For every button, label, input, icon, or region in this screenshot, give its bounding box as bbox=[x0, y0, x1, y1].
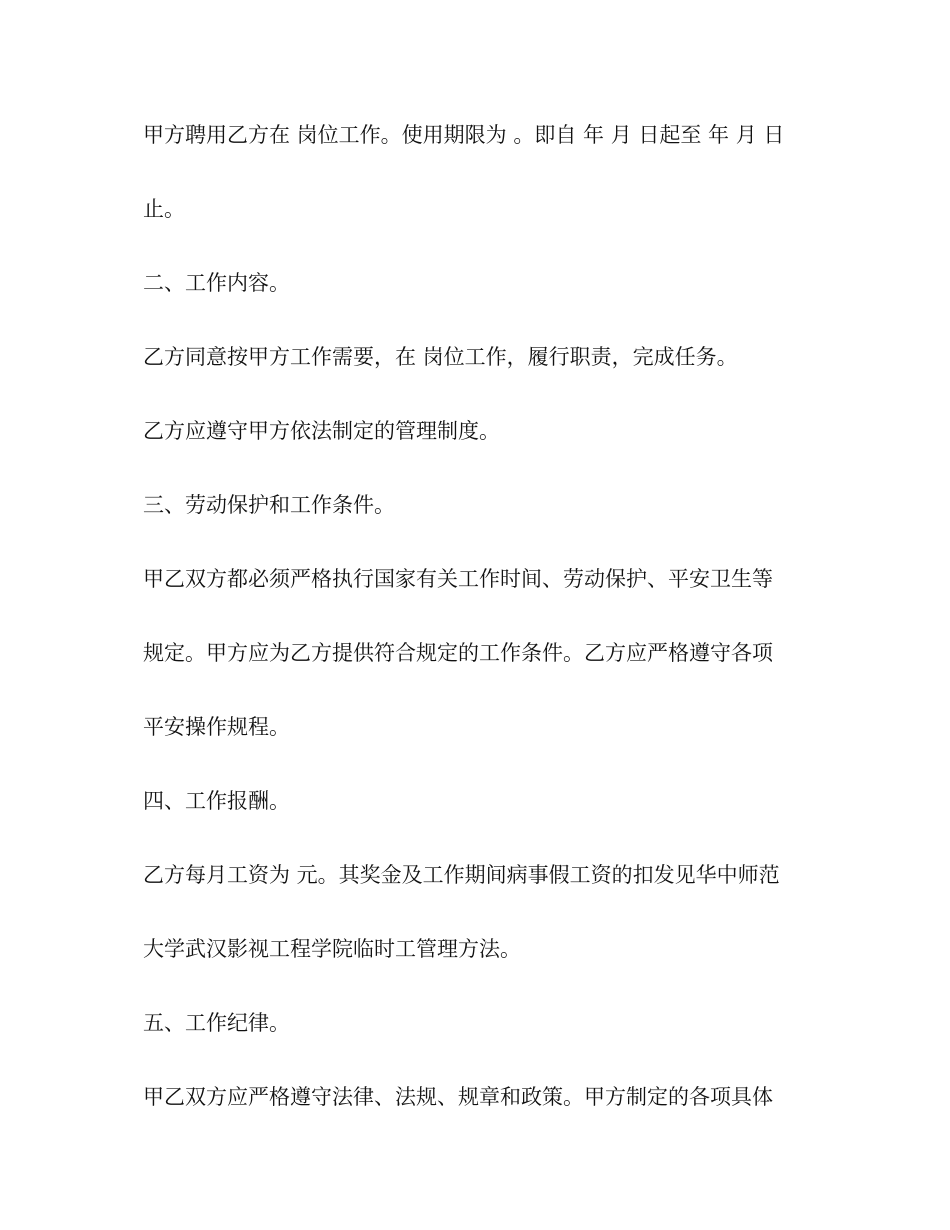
section-heading-work-discipline: 五、工作纪律。 bbox=[143, 1011, 290, 1035]
text-line-work-discipline-1: 甲乙双方应严格遵守法律、法规、规章和政策。甲方制定的各项具体 bbox=[143, 1085, 773, 1109]
section-heading-labor-protection: 三、劳动保护和工作条件。 bbox=[143, 493, 395, 517]
text-line-remuneration-1: 乙方每月工资为 元。其奖金及工作期间病事假工资的扣发见华中师范 bbox=[143, 863, 780, 887]
text-line-employment-term: 甲方聘用乙方在 岗位工作。使用期限为 。即自 年 月 日起至 年 月 日 bbox=[143, 123, 785, 147]
text-line-labor-protection-1: 甲乙双方都必须严格执行国家有关工作时间、劳动保护、平安卫生等 bbox=[143, 567, 773, 591]
document-body bbox=[143, 123, 823, 1159]
text-line-labor-protection-2: 规定。甲方应为乙方提供符合规定的工作条件。乙方应严格遵守各项 bbox=[143, 641, 773, 665]
section-heading-work-content: 二、工作内容。 bbox=[143, 271, 290, 295]
text-line-employment-term-end: 止。 bbox=[143, 197, 185, 221]
text-line-management-rules: 乙方应遵守甲方依法制定的管理制度。 bbox=[143, 419, 500, 443]
text-line-remuneration-2: 大学武汉影视工程学院临时工管理方法。 bbox=[143, 937, 521, 961]
text-line-labor-protection-3: 平安操作规程。 bbox=[143, 715, 290, 739]
section-heading-remuneration: 四、工作报酬。 bbox=[143, 789, 290, 813]
text-line-work-duties: 乙方同意按甲方工作需要，在 岗位工作，履行职责，完成任务。 bbox=[143, 345, 738, 369]
